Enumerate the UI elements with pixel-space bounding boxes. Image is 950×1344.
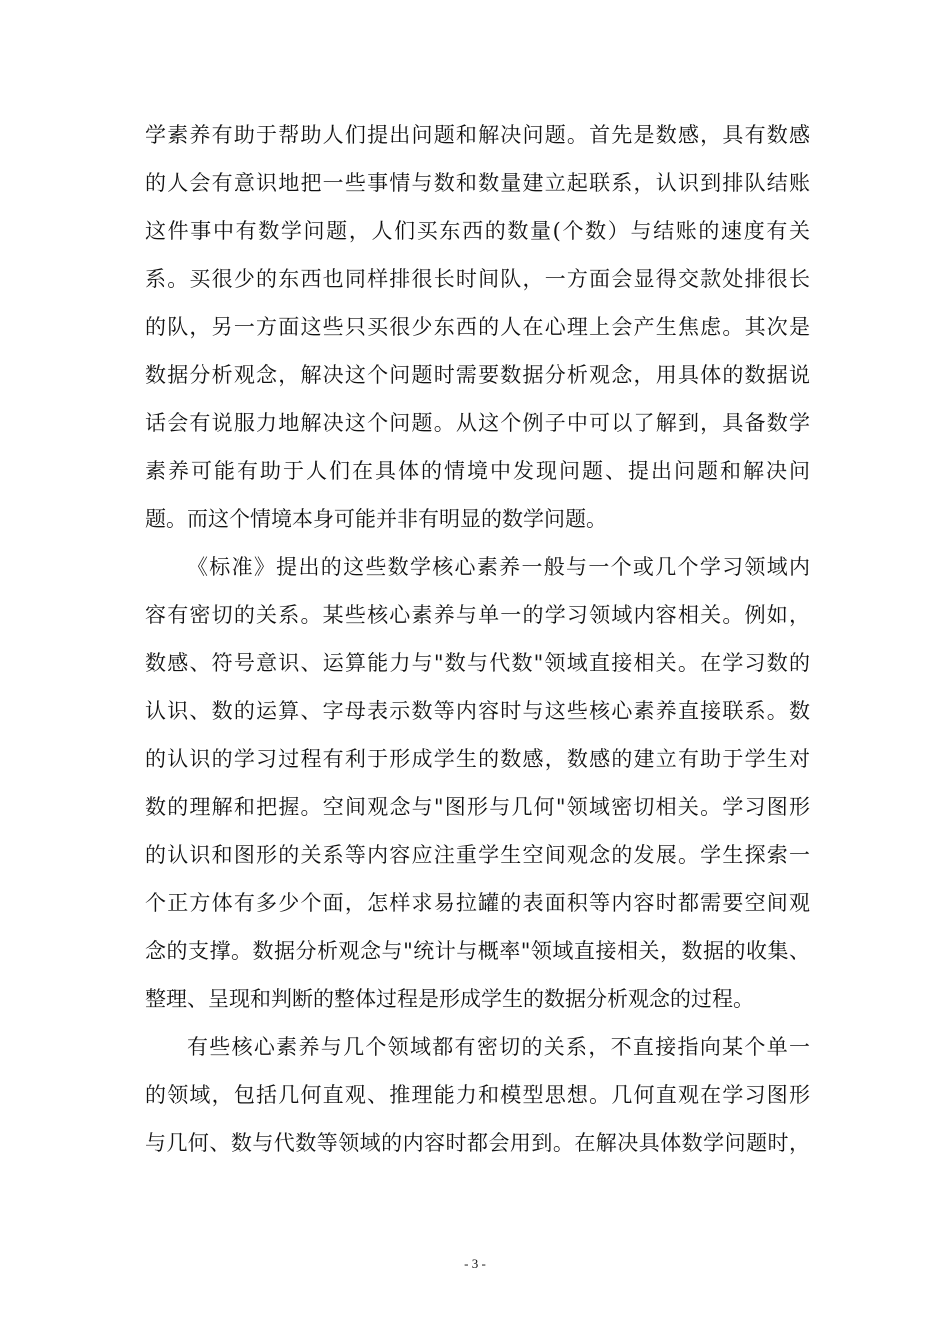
paragraph-1-line-3: 这件事中有数学问题，人们买东西的数量(个数）与结账的速度有关 xyxy=(145,219,810,243)
paragraph-1-line-4: 系。买很少的东西也同样排很长时间队，一方面会显得交款处排很长 xyxy=(145,267,810,291)
paragraph-2-line-9: 念的支撑。数据分析观念与"统计与概率"领域直接相关，数据的收集、 xyxy=(145,939,810,963)
paragraph-2-line-4: 认识、数的运算、字母表示数等内容时与这些核心素养直接联系。数 xyxy=(145,699,810,723)
paragraph-1-line-8: 素养可能有助于人们在具体的情境中发现问题、提出问题和解决问 xyxy=(145,459,810,483)
paragraph-2-line-2: 容有密切的关系。某些核心素养与单一的学习领域内容相关。例如， xyxy=(145,603,810,627)
paragraph-2-line-3: 数感、符号意识、运算能力与"数与代数"领域直接相关。在学习数的 xyxy=(145,651,810,675)
paragraph-1-line-2: 的人会有意识地把一些事情与数和数量建立起联系，认识到排队结账 xyxy=(145,171,810,195)
paragraph-1-line-7: 话会有说服力地解决这个问题。从这个例子中可以了解到，具备数学 xyxy=(145,411,810,435)
paragraph-2-line-7: 的认识和图形的关系等内容应注重学生空间观念的发展。学生探索一 xyxy=(145,843,810,867)
paragraph-1-line-5: 的队，另一方面这些只买很少东西的人在心理上会产生焦虑。其次是 xyxy=(145,315,810,339)
paragraph-2-line-6: 数的理解和把握。空间观念与"图形与几何"领域密切相关。学习图形 xyxy=(145,795,810,819)
paragraph-2-line-1: 《标准》提出的这些数学核心素养一般与一个或几个学习领域内 xyxy=(187,555,810,579)
paragraph-3-line-3: 与几何、数与代数等领域的内容时都会用到。在解决具体数学问题时， xyxy=(145,1131,810,1155)
paragraph-2-line-10: 整理、呈现和判断的整体过程是形成学生的数据分析观念的过程。 xyxy=(145,987,754,1011)
paragraph-1-line-1: 学素养有助于帮助人们提出问题和解决问题。首先是数感，具有数感 xyxy=(145,123,810,147)
paragraph-1-line-9: 题。而这个情境本身可能并非有明显的数学问题。 xyxy=(145,507,607,531)
paragraph-1-line-6: 数据分析观念，解决这个问题时需要数据分析观念，用具体的数据说 xyxy=(145,363,810,387)
paragraph-2-line-5: 的认识的学习过程有利于形成学生的数感，数感的建立有助于学生对 xyxy=(145,747,810,771)
paragraph-3-line-1: 有些核心素养与几个领域都有密切的关系，不直接指向某个单一 xyxy=(187,1035,810,1059)
paragraph-2-line-8: 个正方体有多少个面，怎样求易拉罐的表面积等内容时都需要空间观 xyxy=(145,891,810,915)
page-number: - 3 - xyxy=(464,1256,486,1271)
paragraph-3-line-2: 的领域，包括几何直观、推理能力和模型思想。几何直观在学习图形 xyxy=(145,1083,810,1107)
